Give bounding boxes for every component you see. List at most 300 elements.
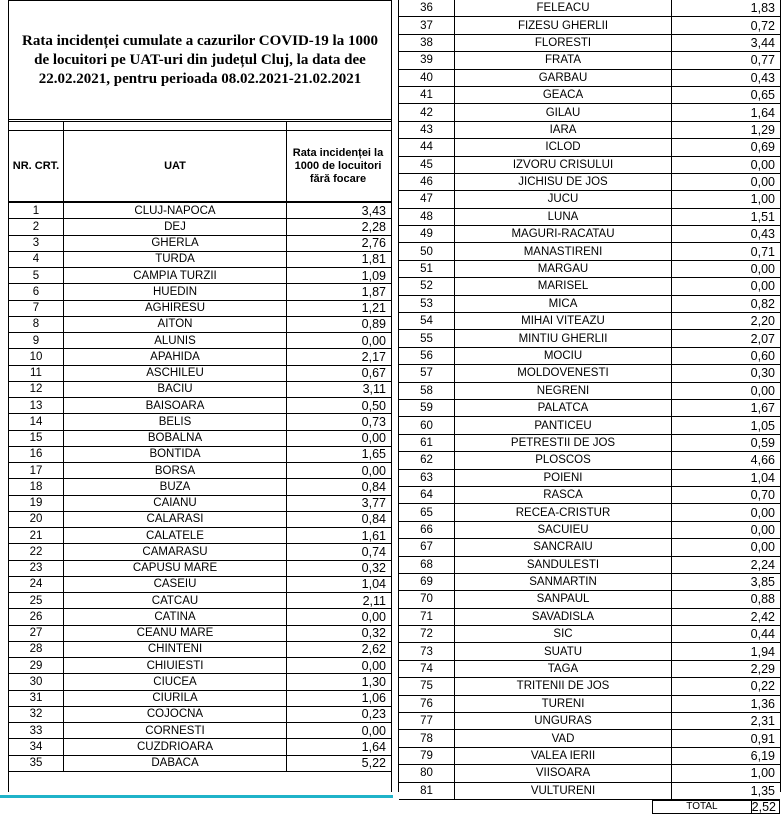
uat-name: BAISOARA — [64, 398, 287, 413]
table-row — [399, 557, 780, 574]
table-row — [399, 226, 780, 243]
row-number: 44 — [399, 139, 455, 155]
right-rows — [399, 0, 780, 800]
incidence-rate: 1,30 — [361, 674, 386, 689]
row-number: 31 — [9, 691, 64, 706]
incidence-rate: 0,22 — [750, 679, 775, 694]
table-row — [9, 463, 391, 479]
table-row — [9, 219, 391, 235]
incidence-rate: 0,82 — [750, 296, 775, 311]
row-number: 26 — [9, 609, 64, 624]
incidence-rate: 0,00 — [750, 175, 775, 190]
uat-name: GEACA — [455, 87, 672, 103]
incidence-rate: 1,94 — [750, 644, 775, 659]
table-row — [9, 739, 391, 755]
row-number: 67 — [399, 539, 455, 555]
uat-name: MAGURI-RACATAU — [455, 226, 672, 242]
uat-name: PLOSCOS — [455, 452, 672, 468]
table-row — [399, 52, 780, 69]
uat-name: TAGA — [455, 661, 672, 677]
incidence-rate: 3,44 — [750, 35, 775, 50]
table-row — [399, 17, 780, 34]
table-row — [9, 496, 391, 512]
table-row — [9, 691, 391, 707]
table-row — [399, 661, 780, 678]
incidence-rate: 1,61 — [361, 528, 386, 543]
incidence-rate: 0,00 — [361, 333, 386, 348]
incidence-rate: 0,00 — [750, 383, 775, 398]
incidence-rate: 0,73 — [361, 414, 386, 429]
incidence-rate: 1,83 — [750, 1, 775, 16]
incidence-rate: 0,65 — [750, 88, 775, 103]
row-number: 57 — [399, 365, 455, 381]
row-number: 61 — [399, 435, 455, 451]
uat-name: CATCAU — [64, 593, 287, 608]
incidence-rate: 0,50 — [361, 398, 386, 413]
incidence-rate: 3,85 — [750, 575, 775, 590]
table-row — [399, 730, 780, 747]
row-number: 55 — [399, 330, 455, 346]
row-number: 20 — [9, 512, 64, 527]
incidence-rate: 2,62 — [361, 642, 386, 657]
row-number: 47 — [399, 191, 455, 207]
incidence-rate: 2,28 — [361, 219, 386, 234]
incidence-rate: 0,67 — [361, 366, 386, 381]
row-number: 30 — [9, 674, 64, 689]
row-number: 77 — [399, 713, 455, 729]
incidence-rate: 2,76 — [361, 236, 386, 251]
incidence-rate: 2,11 — [362, 593, 386, 608]
table-row — [9, 512, 391, 528]
row-number: 42 — [399, 104, 455, 120]
incidence-rate: 0,00 — [750, 522, 775, 537]
incidence-rate: 0,89 — [361, 317, 386, 332]
table-row — [399, 0, 780, 17]
row-number: 21 — [9, 528, 64, 543]
row-number: 12 — [9, 382, 64, 397]
uat-name: ICLOD — [455, 139, 672, 155]
row-number: 45 — [399, 157, 455, 173]
row-number: 16 — [9, 447, 64, 462]
row-number: 59 — [399, 400, 455, 416]
row-number: 11 — [9, 366, 64, 381]
row-number: 41 — [399, 87, 455, 103]
incidence-rate: 0,00 — [750, 505, 775, 520]
table-row — [399, 139, 780, 156]
incidence-rate: 1,36 — [750, 696, 775, 711]
row-number: 36 — [399, 0, 455, 16]
uat-name: DABACA — [64, 756, 287, 771]
table-row — [9, 674, 391, 690]
table-row — [399, 383, 780, 400]
incidence-rate: 2,24 — [750, 557, 775, 572]
row-number: 76 — [399, 696, 455, 712]
total-label: TOTAL — [652, 800, 750, 814]
incidence-rate: 1,21 — [361, 301, 386, 316]
incidence-rate: 0,74 — [361, 544, 386, 559]
uat-name: PANTICEU — [455, 417, 672, 433]
total-value: 2,52 — [751, 800, 780, 814]
title-box — [9, 1, 391, 122]
uat-name: SIC — [455, 626, 672, 642]
incidence-rate: 2,07 — [750, 331, 775, 346]
row-number: 17 — [9, 463, 64, 478]
uat-name: BONTIDA — [64, 447, 287, 462]
incidence-rate: 0,30 — [750, 366, 775, 381]
uat-name: GILAU — [455, 104, 672, 120]
incidence-rate: 2,42 — [750, 609, 775, 624]
table-row — [399, 678, 780, 695]
uat-name: MARGAU — [455, 261, 672, 277]
uat-name: BORSA — [64, 463, 287, 478]
uat-name: CHINTENI — [64, 642, 287, 657]
uat-name: RECEA-CRISTUR — [455, 504, 672, 520]
uat-name: SUATU — [455, 643, 672, 659]
row-number: 24 — [9, 577, 64, 592]
right-table — [398, 0, 781, 814]
uat-name: CEANU MARE — [64, 626, 287, 641]
table-row — [399, 591, 780, 608]
table-row — [9, 723, 391, 739]
table-row — [399, 504, 780, 521]
uat-name: CIURILA — [64, 691, 287, 706]
incidence-rate: 1,09 — [361, 268, 386, 283]
table-row — [399, 157, 780, 174]
row-number: 34 — [9, 739, 64, 754]
incidence-rate: 0,91 — [750, 731, 775, 746]
table-row — [9, 447, 391, 463]
uat-name: BELIS — [64, 414, 287, 429]
row-number: 74 — [399, 661, 455, 677]
table-row — [399, 487, 780, 504]
row-number: 54 — [399, 313, 455, 329]
incidence-rate: 0,77 — [750, 53, 775, 68]
row-number: 63 — [399, 470, 455, 486]
incidence-rate: 6,19 — [750, 748, 775, 763]
uat-name: CUZDRIOARA — [64, 739, 287, 754]
incidence-rate: 4,66 — [750, 453, 775, 468]
uat-name: DEJ — [64, 219, 287, 234]
table-row — [399, 522, 780, 539]
row-number: 4 — [9, 252, 64, 267]
table-row — [9, 252, 391, 268]
incidence-rate: 2,31 — [750, 714, 775, 729]
incidence-rate: 1,29 — [750, 122, 775, 137]
uat-name: PETRESTII DE JOS — [455, 435, 672, 451]
incidence-rate: 1,64 — [361, 739, 386, 754]
row-number: 37 — [399, 17, 455, 33]
incidence-rate: 1,00 — [750, 192, 775, 207]
row-number: 49 — [399, 226, 455, 242]
incidence-rate: 1,87 — [361, 284, 386, 299]
uat-name: LUNA — [455, 209, 672, 225]
row-number: 3 — [9, 236, 64, 251]
table-row — [9, 366, 391, 382]
table-row — [399, 191, 780, 208]
incidence-rate: 1,81 — [361, 252, 386, 267]
uat-name: JUCU — [455, 191, 672, 207]
table-row — [9, 349, 391, 365]
row-number: 78 — [399, 730, 455, 746]
uat-name: SANPAUL — [455, 591, 672, 607]
row-number: 14 — [9, 414, 64, 429]
table-row — [399, 87, 780, 104]
table-row — [9, 658, 391, 674]
incidence-rate: 1,51 — [750, 209, 775, 224]
table-row — [399, 470, 780, 487]
uat-name: RASCA — [455, 487, 672, 503]
uat-name: MIHAI VITEAZU — [455, 313, 672, 329]
row-number: 68 — [399, 557, 455, 573]
uat-name: SANDULESTI — [455, 557, 672, 573]
table-row — [9, 626, 391, 642]
row-number: 15 — [9, 431, 64, 446]
table-row — [9, 528, 391, 544]
row-number: 66 — [399, 522, 455, 538]
row-number: 19 — [9, 496, 64, 511]
table-row — [399, 574, 780, 591]
uat-name: CLUJ-NAPOCA — [64, 203, 287, 218]
incidence-rate: 0,00 — [361, 431, 386, 446]
table-row — [9, 284, 391, 300]
row-number: 39 — [399, 52, 455, 68]
table-row — [399, 626, 780, 643]
incidence-rate: 1,05 — [750, 418, 775, 433]
uat-name: SACUIEU — [455, 522, 672, 538]
incidence-rate: 1,35 — [750, 783, 775, 798]
row-number: 23 — [9, 561, 64, 576]
row-number: 53 — [399, 296, 455, 312]
uat-name: MICA — [455, 296, 672, 312]
incidence-rate: 0,72 — [750, 18, 775, 33]
table-row — [399, 748, 780, 765]
row-number: 48 — [399, 209, 455, 225]
row-number: 9 — [9, 333, 64, 348]
table-row — [9, 382, 391, 398]
uat-name: HUEDIN — [64, 284, 287, 299]
table-row — [399, 435, 780, 452]
incidence-rate: 1,04 — [361, 577, 386, 592]
row-number: 56 — [399, 348, 455, 364]
header-rate: Rata incidenței la 1000 de locuitori fără focare — [292, 146, 384, 185]
table-row — [399, 122, 780, 139]
row-number: 75 — [399, 678, 455, 694]
table-row — [399, 296, 780, 313]
incidence-rate: 1,64 — [750, 105, 775, 120]
uat-name: SAVADISLA — [455, 609, 672, 625]
uat-name: CAPUSU MARE — [64, 561, 287, 576]
uat-name: JICHISU DE JOS — [455, 174, 672, 190]
table-row — [399, 643, 780, 660]
row-number: 80 — [399, 765, 455, 781]
uat-name: VALEA IERII — [455, 748, 672, 764]
uat-name: COJOCNA — [64, 707, 287, 722]
uat-name: CALATELE — [64, 528, 287, 543]
incidence-rate: 0,23 — [361, 707, 386, 722]
accent-bar — [0, 795, 393, 798]
table-row — [9, 203, 391, 219]
header-uat: UAT — [64, 131, 287, 201]
row-number: 71 — [399, 609, 455, 625]
row-number: 65 — [399, 504, 455, 520]
table-row — [9, 756, 391, 772]
uat-name: CHIUIESTI — [64, 658, 287, 673]
row-number: 52 — [399, 278, 455, 294]
table-row — [399, 365, 780, 382]
table-row — [399, 765, 780, 782]
table-row — [9, 414, 391, 430]
left-table — [8, 0, 392, 792]
table-row — [399, 104, 780, 121]
uat-name: AITON — [64, 317, 287, 332]
row-number: 50 — [399, 243, 455, 259]
incidence-rate: 0,00 — [361, 463, 386, 478]
incidence-rate: 0,32 — [361, 561, 386, 576]
table-row — [9, 707, 391, 723]
row-number: 27 — [9, 626, 64, 641]
row-number: 7 — [9, 301, 64, 316]
uat-name: GHERLA — [64, 236, 287, 251]
incidence-rate: 2,17 — [361, 349, 386, 364]
incidence-rate: 5,22 — [361, 756, 386, 771]
uat-name: FLORESTI — [455, 35, 672, 51]
uat-name: TURENI — [455, 696, 672, 712]
spacer-row — [9, 122, 391, 131]
row-number: 62 — [399, 452, 455, 468]
uat-name: MOLDOVENESTI — [455, 365, 672, 381]
incidence-rate: 0,00 — [750, 157, 775, 172]
row-number: 6 — [9, 284, 64, 299]
incidence-rate: 0,32 — [361, 626, 386, 641]
uat-name: BOBALNA — [64, 431, 287, 446]
uat-name: CIUCEA — [64, 674, 287, 689]
uat-name: GARBAU — [455, 70, 672, 86]
incidence-rate: 0,00 — [750, 540, 775, 555]
table-row — [9, 236, 391, 252]
row-number: 43 — [399, 122, 455, 138]
row-number: 25 — [9, 593, 64, 608]
incidence-rate: 0,88 — [750, 592, 775, 607]
incidence-rate: 0,71 — [750, 244, 775, 259]
incidence-rate: 3,43 — [361, 203, 386, 218]
incidence-rate: 1,04 — [750, 470, 775, 485]
header-nr: NR. CRT. — [9, 131, 64, 201]
incidence-rate: 2,20 — [750, 314, 775, 329]
incidence-rate: 1,65 — [361, 447, 386, 462]
table-row — [9, 398, 391, 414]
table-row — [9, 333, 391, 349]
row-number: 2 — [9, 219, 64, 234]
uat-name: TRITENII DE JOS — [455, 678, 672, 694]
table-row — [399, 278, 780, 295]
table-row — [9, 317, 391, 333]
row-number: 18 — [9, 479, 64, 494]
uat-name: VULTURENI — [455, 783, 672, 799]
row-number: 29 — [9, 658, 64, 673]
uat-name: CAIANU — [64, 496, 287, 511]
uat-name: BACIU — [64, 382, 287, 397]
table-row — [399, 400, 780, 417]
table-row — [9, 593, 391, 609]
uat-name: SANMARTIN — [455, 574, 672, 590]
row-number: 64 — [399, 487, 455, 503]
row-number: 51 — [399, 261, 455, 277]
table-row — [399, 609, 780, 626]
uat-name: VIISOARA — [455, 765, 672, 781]
uat-name: CALARASI — [64, 512, 287, 527]
uat-name: AGHIRESU — [64, 301, 287, 316]
table-row — [399, 539, 780, 556]
table-row — [399, 174, 780, 191]
row-number: 72 — [399, 626, 455, 642]
incidence-rate: 0,00 — [750, 279, 775, 294]
row-number: 81 — [399, 783, 455, 799]
uat-name: VAD — [455, 730, 672, 746]
incidence-rate: 0,84 — [361, 512, 386, 527]
table-row — [9, 577, 391, 593]
uat-name: MARISEL — [455, 278, 672, 294]
row-number: 8 — [9, 317, 64, 332]
table-row — [9, 479, 391, 495]
incidence-rate: 0,69 — [750, 140, 775, 155]
incidence-rate: 0,00 — [750, 262, 775, 277]
row-number: 13 — [9, 398, 64, 413]
table-row — [399, 783, 780, 800]
incidence-rate: 0,60 — [750, 349, 775, 363]
uat-name: IARA — [455, 122, 672, 138]
incidence-rate: 0,59 — [750, 435, 775, 450]
uat-name: ALUNIS — [64, 333, 287, 348]
uat-name: ASCHILEU — [64, 366, 287, 381]
row-number: 79 — [399, 748, 455, 764]
row-number: 46 — [399, 174, 455, 190]
table-row — [9, 642, 391, 658]
row-number: 60 — [399, 417, 455, 433]
table-row — [399, 452, 780, 469]
row-number: 1 — [9, 203, 64, 218]
uat-name: SANCRAIU — [455, 539, 672, 555]
uat-name: MOCIU — [455, 348, 672, 364]
uat-name: FRATA — [455, 52, 672, 68]
incidence-rate: 1,67 — [750, 401, 775, 416]
uat-name: MINTIU GHERLII — [455, 330, 672, 346]
row-number: 69 — [399, 574, 455, 590]
uat-name: POIENI — [455, 470, 672, 486]
uat-name: CATINA — [64, 609, 287, 624]
row-number: 40 — [399, 70, 455, 86]
table-row — [9, 561, 391, 577]
uat-name: PALATCA — [455, 400, 672, 416]
table-row — [399, 209, 780, 226]
total-row — [399, 800, 780, 814]
uat-name: FELEACU — [455, 0, 672, 16]
incidence-rate: 0,43 — [750, 70, 775, 85]
incidence-rate: 0,84 — [361, 479, 386, 494]
row-number: 33 — [9, 723, 64, 738]
uat-name: CAMARASU — [64, 544, 287, 559]
table-row — [9, 268, 391, 284]
incidence-rate: 1,00 — [750, 766, 775, 781]
incidence-rate: 3,11 — [362, 382, 386, 397]
row-number: 10 — [9, 349, 64, 364]
uat-name: FIZESU GHERLII — [455, 17, 672, 33]
row-number: 73 — [399, 643, 455, 659]
row-number: 35 — [9, 756, 64, 771]
table-row — [9, 544, 391, 560]
uat-name: APAHIDA — [64, 349, 287, 364]
table-row — [9, 431, 391, 447]
incidence-rate: 1,06 — [361, 691, 386, 706]
